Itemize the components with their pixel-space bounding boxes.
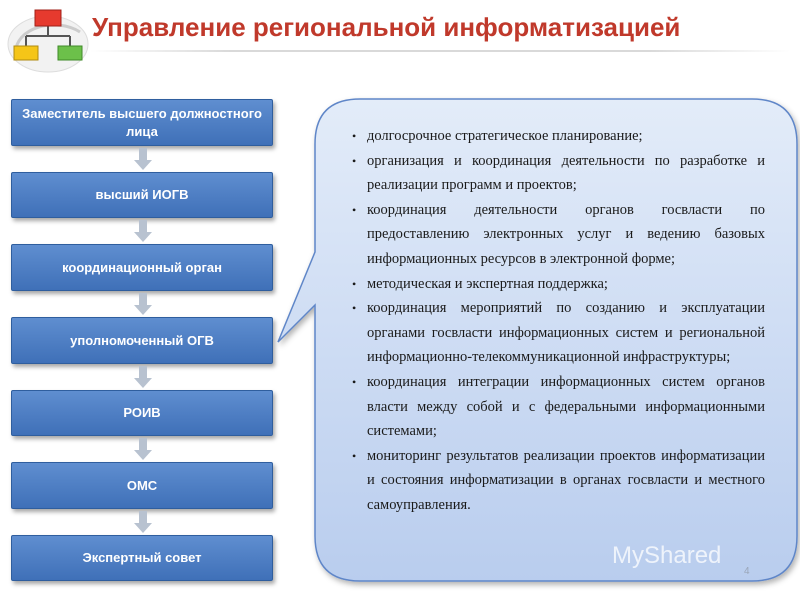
down-arrow-icon bbox=[134, 220, 152, 242]
watermark: MyShared bbox=[612, 542, 722, 569]
responsibilities-list bbox=[350, 124, 765, 518]
flow-box-iogv bbox=[11, 172, 273, 218]
down-arrow-icon bbox=[134, 366, 152, 388]
flow-box-label: координационный орган bbox=[62, 259, 222, 275]
flow-box-roiv bbox=[11, 390, 273, 436]
down-arrow-icon bbox=[134, 511, 152, 533]
flow-box-label: РОИВ bbox=[123, 405, 161, 420]
flow-box-label: ОМС bbox=[126, 477, 158, 493]
flow-box-label: Заместитель высшего должностного лица bbox=[22, 105, 262, 139]
list-item: • координация деятельности органов госвласти по предоставлению электронных услуг и ведению базовых информационных ресурсов в электронной форме; bbox=[350, 198, 765, 272]
list-item: • координация мероприятий по созданию и эксплуатации органами госвласти информационных систем и региональной информационно-телекоммуникационной инфраструктуры; bbox=[350, 296, 765, 370]
page-number: 4 bbox=[744, 566, 750, 577]
page-title: Управление региональной информатизацией bbox=[92, 12, 681, 42]
list-item: • методическая и экспертная поддержка; bbox=[350, 272, 765, 297]
down-arrow-icon bbox=[134, 438, 152, 460]
flow-box-label: уполномоченный ОГВ bbox=[70, 332, 214, 348]
flow-box-label: Экспертный совет bbox=[82, 550, 202, 565]
down-arrow-icon bbox=[134, 148, 152, 170]
flow-box-coordination bbox=[11, 244, 273, 291]
list-item: • долгосрочное стратегическое планирование; bbox=[350, 124, 765, 149]
down-arrow-icon bbox=[134, 293, 152, 315]
list-item: • мониторинг результатов реализации проектов информатизации и состояния информатизации в органах госвласти и местного самоуправления. bbox=[350, 444, 765, 518]
flow-box-deputy bbox=[11, 99, 273, 146]
list-item: • организация и координация деятельности по разработке и реализации программ и проектов; bbox=[350, 149, 765, 198]
flow-box-expert-council bbox=[11, 535, 273, 581]
list-item: • координация интеграции информационных систем органов власти между собой и с федеральными информационными системами; bbox=[350, 370, 765, 444]
flow-box-authorized bbox=[11, 317, 273, 364]
flow-box-oms bbox=[11, 462, 273, 509]
flow-box-label: высший ИОГВ bbox=[95, 187, 189, 202]
